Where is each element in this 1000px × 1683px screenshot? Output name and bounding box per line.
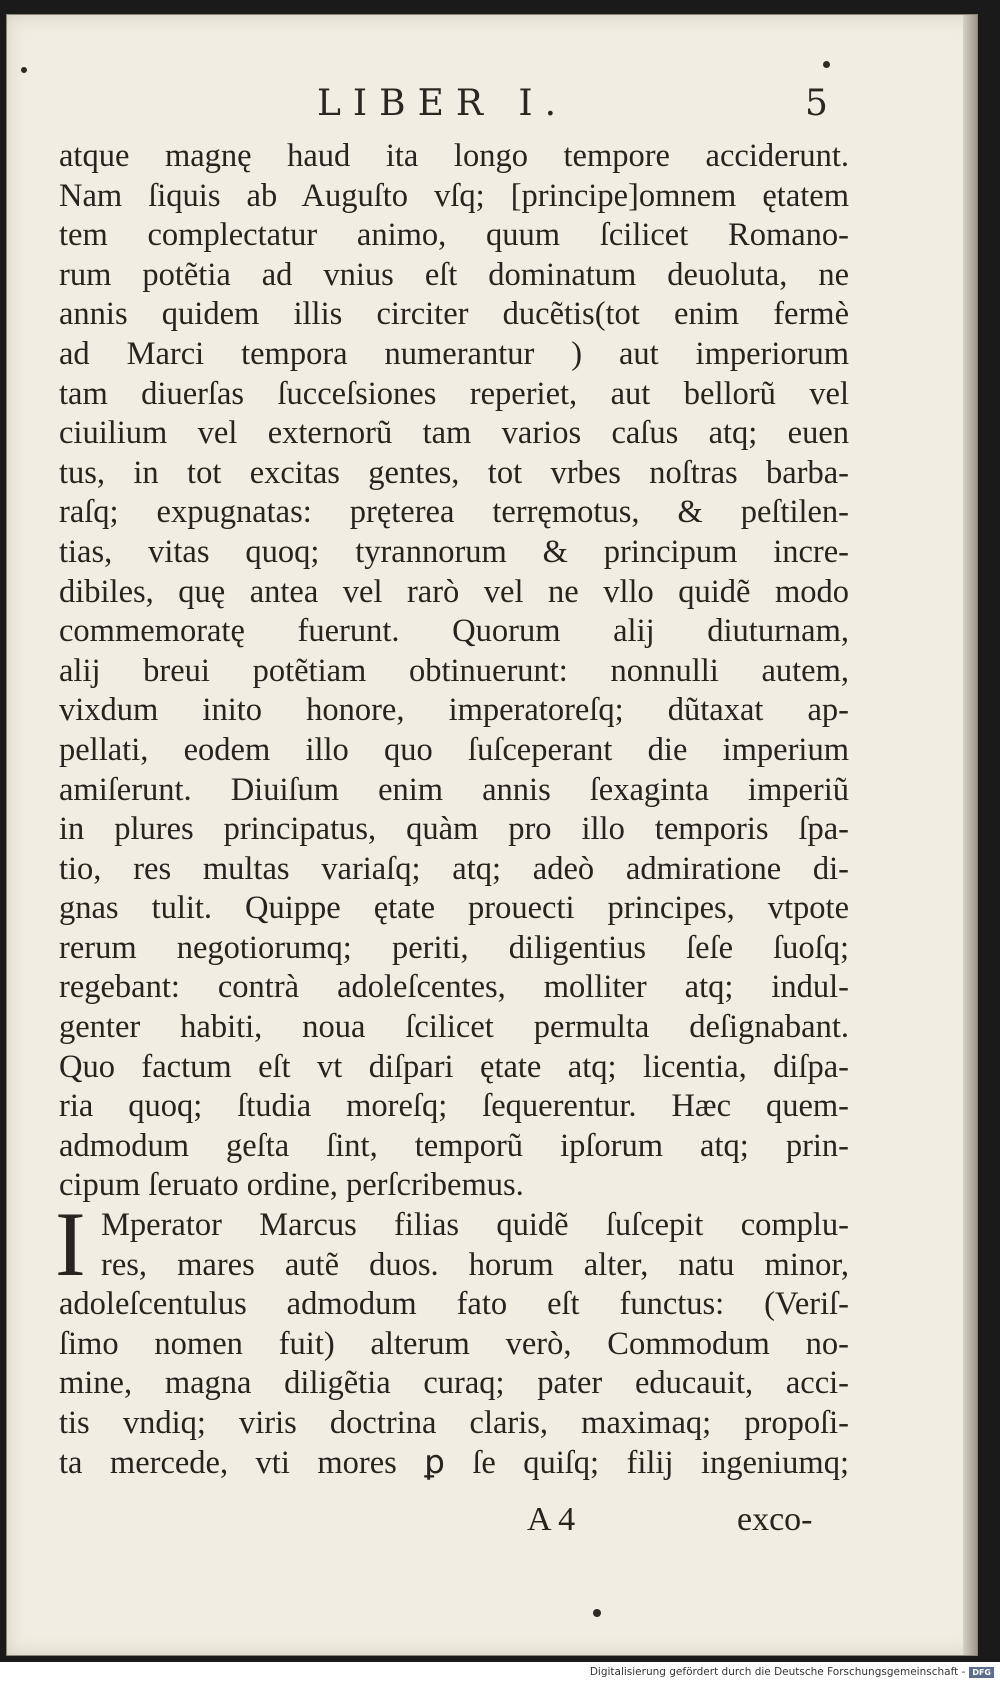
running-title: LIBER I. <box>317 83 569 124</box>
text-line: in plures principatus, quàm pro illo temporis ſpa- <box>59 811 849 848</box>
text-line: tias, vitas quoq; tyrannorum & principum incre- <box>59 533 849 570</box>
page-spine-shadow <box>963 15 977 1655</box>
drop-initial: I <box>55 1193 86 1296</box>
paragraph-2 <box>55 1193 849 1483</box>
text-line: annis quidem illis circiter ducẽtis(tot enim fermè <box>59 296 849 333</box>
catchword: exco- <box>737 1501 813 1538</box>
text-line: rerum negotiorumq; periti, diligentius ſeſe ſuoſq; <box>59 929 849 966</box>
text-line: pellati, eodem illo quo ſuſceperant die imperium <box>59 731 849 768</box>
text-line: Nam ſiquis ab Auguſto vſq; [principe]omnem ętatem <box>59 177 849 214</box>
text-line: gnas tulit. Quippe ętate prouecti principes, vtpote <box>59 890 849 927</box>
text-line: tis vndiq; viris doctrina claris, maximaq; propoſi- <box>59 1405 849 1441</box>
text-line: tem complectatur animo, quum ſcilicet Romano- <box>59 217 849 254</box>
page-number: 5 <box>805 83 828 124</box>
text-line: regebant: contrà adoleſcentes, molliter atq; indul- <box>59 969 849 1006</box>
text-line: Quo factum eſt vt diſpari ętate atq; licentia, diſpa- <box>59 1048 849 1085</box>
text-line: rum potẽtia ad vnius eſt dominatum deuoluta, ne <box>59 256 849 293</box>
page-footer <box>7 1501 977 1541</box>
text-line: atque magnę haud ita longo tempore acciderunt. <box>59 138 849 174</box>
text-line: raſq; expugnatas: pręterea terręmotus, & peſtilen- <box>59 494 849 531</box>
text-line: commemoratę fuerunt. Quorum alij diuturnam, <box>59 613 849 650</box>
text-line: Mperator Marcus filias quidẽ ſuſcepit complu- <box>101 1207 849 1244</box>
text-line: ria quoq; ſtudia moreſq; ſequerentur. Hæc quem- <box>59 1088 849 1125</box>
text-line: tio, res multas variaſq; atq; adeò admiratione di- <box>59 850 849 887</box>
signature-mark: A 4 <box>527 1501 576 1538</box>
text-line: admodum geſta ſint, temporũ ipſorum atq; prin- <box>59 1127 849 1164</box>
text-line: mine, magna diligẽtia curaq; pater educauit, acci- <box>59 1365 849 1402</box>
text-line: ciuilium vel externorũ tam varios caſus atq; euen <box>59 415 849 452</box>
paragraph-2-lines <box>59 1206 849 1483</box>
digitization-credit <box>590 1666 994 1678</box>
text-line: dibiles, quę antea vel rarò vel ne vllo quidẽ modo <box>59 573 849 610</box>
ink-speck <box>593 1609 601 1617</box>
text-line: genter habiti, noua ſcilicet permulta deſignabant. <box>59 1009 849 1046</box>
text-line: tus, in tot excitas gentes, tot vrbes noſtras barba- <box>59 454 849 491</box>
text-line: tam diuerſas ſucceſsiones reperiet, aut bellorũ vel <box>59 375 849 412</box>
ink-speck <box>21 67 27 73</box>
credit-text: Digitalisierung gefördert durch die Deutsche Forschungsgemeinschaft - <box>589 1666 966 1678</box>
text-line: vixdum inito honore, imperatoreſq; dũtaxat ap- <box>59 692 849 729</box>
text-line: ta mercede, vti mores ꝑ ſe quiſq; filij ingeniumq; <box>59 1444 849 1481</box>
text-line: adoleſcentulus admodum fato eſt functus: (Veriſ- <box>59 1286 849 1323</box>
paragraph-1 <box>59 137 849 1206</box>
text-line: ſimo nomen fuit) alterum verò, Commodum no- <box>59 1325 849 1362</box>
book-page <box>6 14 978 1656</box>
text-line: res, mares autẽ duos. horum alter, natu minor, <box>101 1246 849 1283</box>
dfg-logo: DFG <box>969 1667 994 1678</box>
running-header <box>7 83 977 123</box>
text-line: ad Marci tempora numerantur ) aut imperiorum <box>59 335 849 372</box>
text-line: amiſerunt. Diuiſum enim annis ſexaginta imperiũ <box>59 771 849 808</box>
text-line: cipum ſeruato ordine, perſcribemus. <box>59 1167 524 1204</box>
ink-speck <box>823 61 830 68</box>
text-body <box>55 137 849 1483</box>
text-line: alij breui potẽtiam obtinuerunt: nonnulli autem, <box>59 652 849 689</box>
